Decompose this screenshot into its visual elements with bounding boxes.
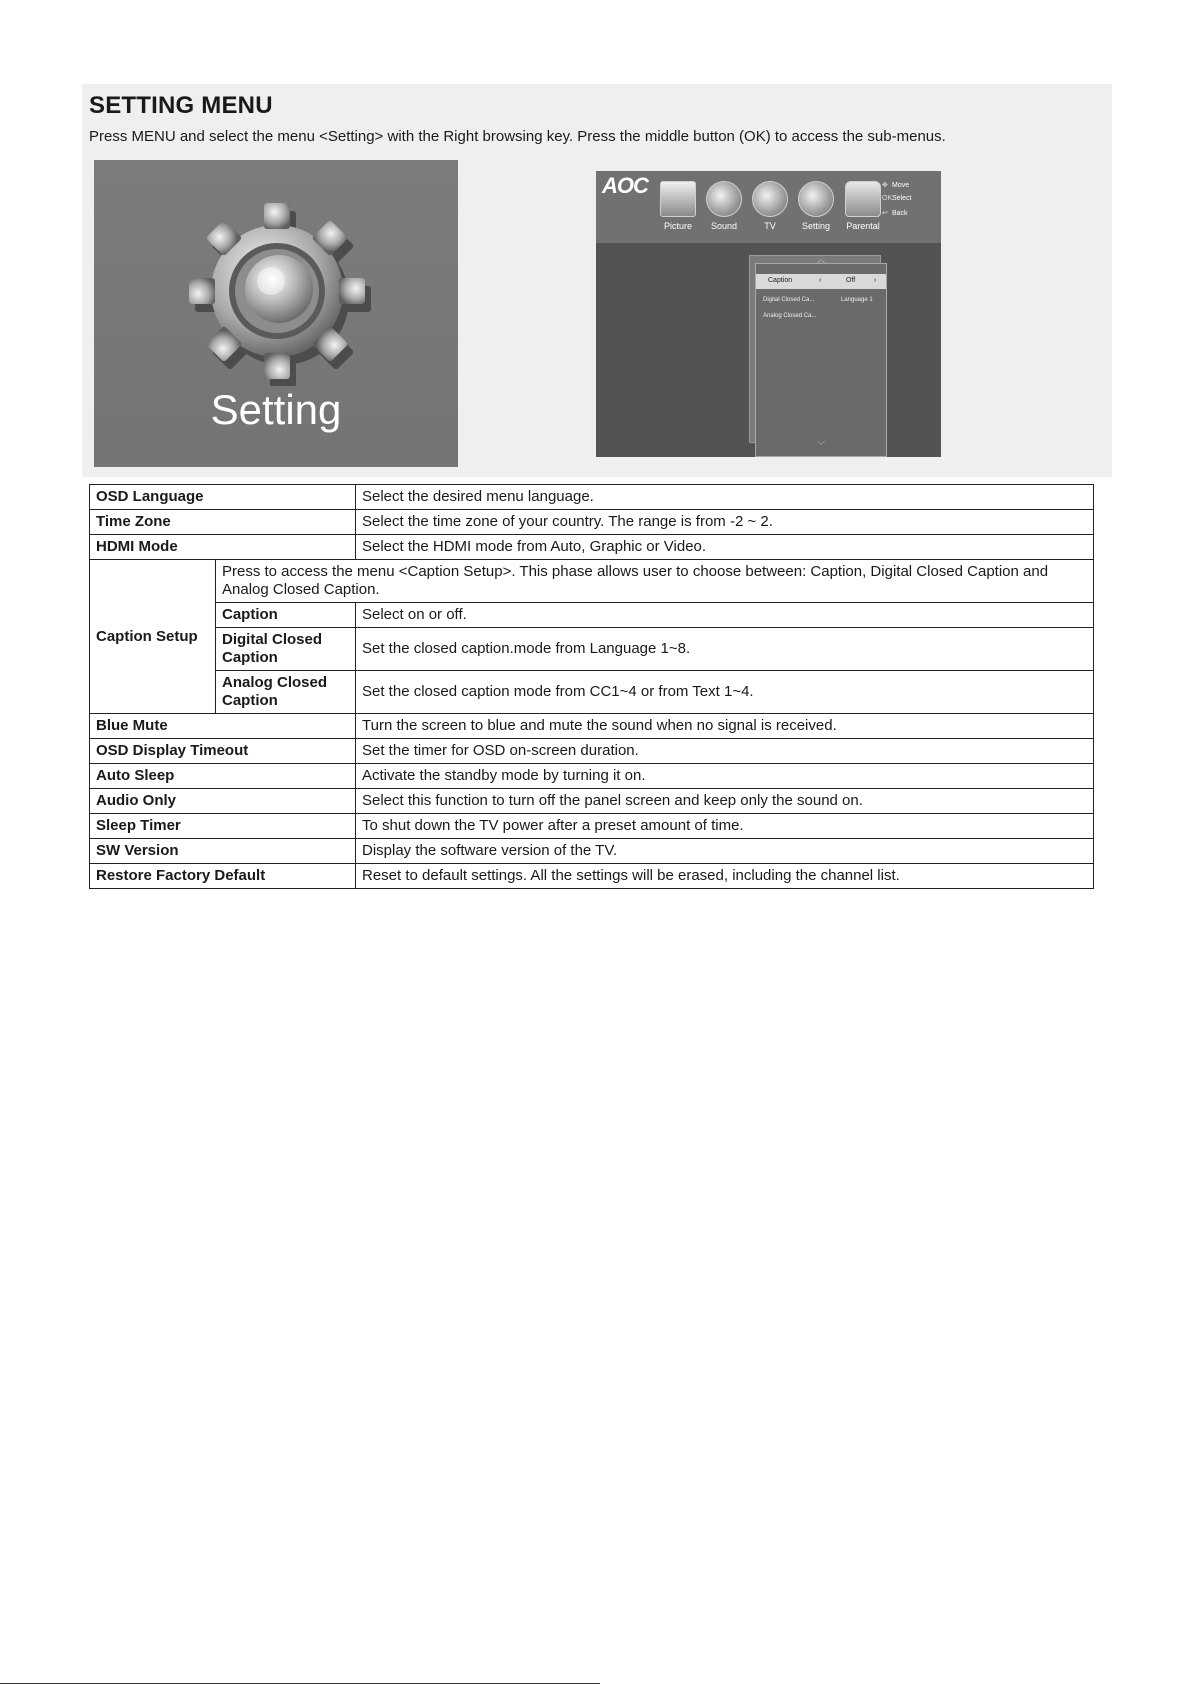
subrow-key: Caption: [216, 603, 356, 628]
nav-hint-select: OKSelect: [882, 195, 912, 202]
submenu-row-digital[interactable]: Digital Closed Ca...: [763, 297, 815, 303]
row-key: Time Zone: [90, 510, 356, 535]
row-desc: Turn the screen to blue and mute the sound when no signal is received.: [356, 714, 1094, 739]
clapper-icon: [660, 181, 696, 217]
caption-setup-key: Caption Setup: [90, 560, 216, 714]
chevron-up-icon[interactable]: ︿: [817, 255, 825, 264]
caption-setup-intro: Press to access the menu <Caption Setup>. This phase allows user to choose between: Caption, Digital Closed Caption and Analog Closed Caption.: [216, 560, 1094, 603]
settings-table: [89, 484, 1094, 889]
osd-tab-sound[interactable]: Sound: [702, 181, 746, 231]
row-key: Sleep Timer: [90, 814, 356, 839]
row-desc: Activate the standby mode by turning it on.: [356, 764, 1094, 789]
speaker-icon: [706, 181, 742, 217]
table-row: [90, 510, 1094, 535]
osd-tab-parental[interactable]: Parental: [841, 181, 885, 231]
page-title: SETTING MENU: [89, 92, 273, 119]
setting-label: Setting: [210, 386, 342, 433]
row-desc: Display the software version of the TV.: [356, 839, 1094, 864]
osd-tab-setting[interactable]: Setting: [794, 181, 838, 231]
osd-screenshot: [596, 171, 941, 457]
row-key: Restore Factory Default: [90, 864, 356, 889]
row-key: OSD Language: [90, 485, 356, 510]
ok-key-icon: OK: [882, 195, 893, 202]
move-arrows-icon: ✥: [882, 182, 888, 189]
row-desc: Select the time zone of your country. The range is from -2 ~ 2.: [356, 510, 1094, 535]
osd-tab-tv[interactable]: TV: [748, 181, 792, 231]
row-key: Audio Only: [90, 789, 356, 814]
gear-icon: [798, 181, 834, 217]
table-row: [90, 789, 1094, 814]
subrow-desc: Set the closed caption.mode from Language 1~8.: [356, 628, 1094, 671]
intro-text: Press MENU and select the menu <Setting> with the Right browsing key. Press the middle button (OK) to access the sub-menus.: [89, 128, 946, 145]
table-row: [90, 814, 1094, 839]
table-row: [90, 671, 1094, 714]
chevron-down-icon[interactable]: ﹀: [817, 441, 825, 450]
table-row: [90, 485, 1094, 510]
table-row: [90, 535, 1094, 560]
satellite-dish-icon: [752, 181, 788, 217]
row-desc: Select this function to turn off the panel screen and keep only the sound on.: [356, 789, 1094, 814]
subrow-key: Analog Closed Caption: [216, 671, 356, 714]
row-key: Blue Mute: [90, 714, 356, 739]
row-desc: To shut down the TV power after a preset amount of time.: [356, 814, 1094, 839]
nav-hint-back: ↩ Back: [882, 210, 908, 217]
table-row: [90, 714, 1094, 739]
table-row: [90, 739, 1094, 764]
row-desc: Reset to default settings. All the settings will be erased, including the channel list.: [356, 864, 1094, 889]
footer-rule: [0, 1683, 600, 1684]
chevron-right-icon[interactable]: ›: [874, 277, 877, 284]
row-key: SW Version: [90, 839, 356, 864]
aoc-logo: AOC: [602, 173, 648, 198]
submenu-row-digital-value: Language 1: [841, 297, 873, 303]
submenu-selected-row[interactable]: Caption ‹ Off ›: [756, 274, 886, 289]
table-row: [90, 839, 1094, 864]
row-desc: Select the desired menu language.: [356, 485, 1094, 510]
chevron-left-icon[interactable]: ‹: [819, 277, 822, 284]
osd-tab-picture[interactable]: Picture: [656, 181, 700, 231]
back-arrow-icon: ↩: [882, 210, 888, 217]
subrow-desc: Set the closed caption mode from CC1~4 or from Text 1~4.: [356, 671, 1094, 714]
table-row: [90, 603, 1094, 628]
gear-icon: [182, 196, 372, 386]
submenu-row-analog[interactable]: Analog Closed Ca...: [763, 313, 817, 319]
table-row: [90, 628, 1094, 671]
row-key: OSD Display Timeout: [90, 739, 356, 764]
table-row: [90, 764, 1094, 789]
caption-setup-submenu: [755, 255, 887, 457]
table-row: [90, 864, 1094, 889]
table-row: [90, 560, 1094, 603]
row-key: Auto Sleep: [90, 764, 356, 789]
lock-icon: [845, 181, 881, 217]
row-desc: Select the HDMI mode from Auto, Graphic or Video.: [356, 535, 1094, 560]
setting-illustration: [94, 160, 458, 467]
subrow-key: Digital Closed Caption: [216, 628, 356, 671]
row-key: HDMI Mode: [90, 535, 356, 560]
subrow-desc: Select on or off.: [356, 603, 1094, 628]
nav-hint-move: ✥ Move: [882, 182, 910, 189]
row-desc: Set the timer for OSD on-screen duration.: [356, 739, 1094, 764]
